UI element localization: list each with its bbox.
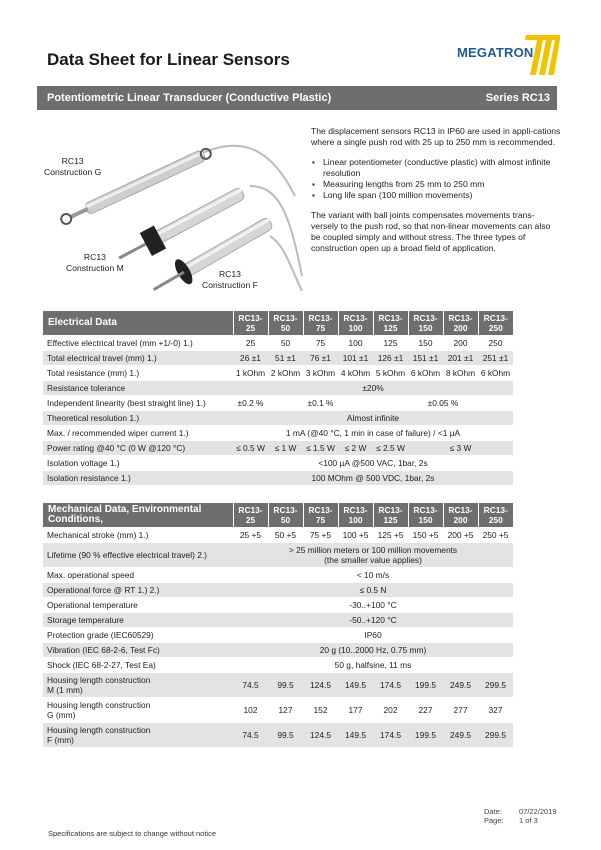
model-column-header: RC13- 250 [478,311,513,336]
table-row [43,411,513,426]
table-cell: 2 kOhm [268,366,303,381]
model-column-header: RC13- 75 [303,503,338,528]
table-cell: 151 ±1 [408,351,443,366]
table-row [43,441,513,456]
table-cell: 150 +5 [408,528,443,543]
intro-text [311,126,561,263]
table-row [43,583,513,598]
row-label: Lifetime (90 % effective electrical travel) 2.) [43,543,233,568]
table-row [43,528,513,543]
table-cell: ≤ 1 W [268,441,303,456]
table-cell: 174.5 [373,723,408,748]
table-cell: > 25 million meters or 100 million movements (the smaller value applies) [233,543,513,568]
electrical-data-table [43,311,513,485]
table-cell: 250 +5 [478,528,513,543]
table-cell: 125 +5 [373,528,408,543]
table-cell: 3 kOhm [303,366,338,381]
table-cell: < 10 m/s [233,568,513,583]
table-cell: 74.5 [233,673,268,698]
table-cell: ±0.1 % [268,396,373,411]
section-banner [37,86,557,110]
table-cell: IP60 [233,628,513,643]
table-cell: 100 [338,336,373,351]
model-column-header: RC13- 50 [268,503,303,528]
table-cell: 25 [233,336,268,351]
table-row [43,456,513,471]
table-cell: 127 [268,698,303,723]
model-column-header: RC13- 150 [408,503,443,528]
table-cell: 75 [303,336,338,351]
mechanical-data-table [43,503,513,747]
footnote: Specifications are subject to change without notice [48,829,217,838]
table-cell: 200 [443,336,478,351]
model-column-header: RC13- 100 [338,311,373,336]
row-label: Resistance tolerance [43,381,233,396]
feature-item: ▪ Long life span (100 million movements) [323,190,561,201]
table-cell: ≤ 3 W [408,441,513,456]
table-row [43,628,513,643]
table-row [43,381,513,396]
mechanical-data-heading: Mechanical Data, Environmental Conditions, [43,503,233,528]
table-row [43,366,513,381]
date-value: 07/22/2019 [519,807,557,816]
table-cell: 277 [443,698,478,723]
table-cell: 26 ±1 [233,351,268,366]
table-cell: Almost infinite [233,411,513,426]
table-cell: 4 kOhm [338,366,373,381]
table-cell: ≤ 0.5 W [233,441,268,456]
table-cell: 150 [408,336,443,351]
model-column-header: RC13- 75 [303,311,338,336]
model-column-header: RC13- 125 [373,503,408,528]
table-row [43,723,513,748]
row-label: Housing length construction M (1 mm) [43,673,233,698]
table-cell: 100 +5 [338,528,373,543]
table-row [43,336,513,351]
row-label: Power rating @40 °C (0 W @120 °C) [43,441,233,456]
row-label: Total electrical travel (mm) 1.) [43,351,233,366]
feature-list [311,157,561,201]
table-cell: 25 +5 [233,528,268,543]
table-cell: <100 µA @500 VAC, 1bar, 2s [233,456,513,471]
model-column-header: RC13- 25 [233,503,268,528]
table-cell: 50 [268,336,303,351]
row-label: Theoretical resolution 1.) [43,411,233,426]
table-cell: 76 ±1 [303,351,338,366]
page-label: Page: [484,816,504,825]
model-column-header: RC13- 200 [443,503,478,528]
table-row [43,643,513,658]
caption-construction-m: RC13 Construction M [66,252,124,273]
table-cell: ≤ 2 W [338,441,373,456]
feature-item: ▪ Measuring lengths from 25 mm to 250 mm [323,179,561,190]
table-cell: 149.5 [338,723,373,748]
table-cell: 51 ±1 [268,351,303,366]
row-label: Operational force @ RT 1.) 2.) [43,583,233,598]
row-label: Independent linearity (best straight line) 1.) [43,396,233,411]
table-cell: -30..+100 °C [233,598,513,613]
table-cell: 126 ±1 [373,351,408,366]
table-cell: 20 g (10..2000 Hz, 0.75 mm) [233,643,513,658]
row-label: Shock (IEC 68-2-27, Test Ea) [43,658,233,673]
model-column-header: RC13- 200 [443,311,478,336]
table-row [43,658,513,673]
table-cell: ±0.05 % [373,396,513,411]
table-cell: 200 +5 [443,528,478,543]
table-cell: 99.5 [268,723,303,748]
electrical-data-heading: Electrical Data [43,311,233,336]
row-label: Operational temperature [43,598,233,613]
table-cell: 201 ±1 [443,351,478,366]
table-cell: 8 kOhm [443,366,478,381]
caption-construction-f: RC13 Construction F [202,269,258,290]
table-row [43,426,513,441]
banner-series: Series RC13 [485,92,550,104]
table-cell: 102 [233,698,268,723]
table-cell: 199.5 [408,673,443,698]
table-cell: 124.5 [303,673,338,698]
table-cell: 199.5 [408,723,443,748]
model-column-header: RC13- 50 [268,311,303,336]
row-label: Mechanical stroke (mm) 1.) [43,528,233,543]
table-row [43,598,513,613]
table-cell: 174.5 [373,673,408,698]
table-row [43,613,513,628]
table-cell: ≤ 1.5 W [303,441,338,456]
caption-construction-g: RC13 Construction G [44,156,102,177]
row-label: Housing length construction G (mm) [43,698,233,723]
intro-paragraph-2: The variant with ball joints compensates movements trans-versely to the push rod, so that non-linear movements can also be coupled simply and without stress. The three types of construction open up a broad field of application. [311,210,551,253]
table-cell: 124.5 [303,723,338,748]
model-column-header: RC13- 125 [373,311,408,336]
table-row [43,673,513,698]
table-cell: 1 kOhm [233,366,268,381]
table-cell: 125 [373,336,408,351]
megatron-logo [457,31,560,75]
table-cell: 6 kOhm [408,366,443,381]
table-cell: 75 +5 [303,528,338,543]
table-row [43,396,513,411]
table-cell: 227 [408,698,443,723]
feature-item: ▪ Linear potentiometer (conductive plastic) with almost infinite resolution [323,157,561,179]
row-label: Protection grade (IEC60529) [43,628,233,643]
banner-product: Potentiometric Linear Transducer (Conductive Plastic) [47,92,332,104]
row-label: Storage temperature [43,613,233,628]
model-column-header: RC13- 250 [478,503,513,528]
brand-name: MEGATRON [457,45,534,60]
table-cell: ±20% [233,381,513,396]
megatron-logo-icon [524,31,560,75]
row-label: Effective electrical travel (mm +1/-0) 1.) [43,336,233,351]
table-cell: 327 [478,698,513,723]
table-cell: 249.5 [443,723,478,748]
table-row [43,471,513,486]
page-number: 1 of 3 [519,816,538,825]
product-photo [40,126,305,296]
table-cell: 149.5 [338,673,373,698]
intro-paragraph-1: The displacement sensors RC13 in IP60 are used in appli-cations where a single push rod with 25 up to 250 mm is recommended. [311,126,561,147]
table-cell: ≤ 0.5 N [233,583,513,598]
table-cell: ±0.2 % [233,396,268,411]
page-title: Data Sheet for Linear Sensors [47,50,290,69]
table-cell: ≤ 2.5 W [373,441,408,456]
row-label: Vibration (IEC 68-2-6, Test Fc) [43,643,233,658]
row-label: Total resistance (mm) 1.) [43,366,233,381]
row-label: Isolation voltage 1.) [43,456,233,471]
model-column-header: RC13- 100 [338,503,373,528]
table-row [43,698,513,723]
table-cell: 202 [373,698,408,723]
table-cell: 152 [303,698,338,723]
table-cell: 74.5 [233,723,268,748]
footer-meta [484,807,557,825]
table-cell: 5 kOhm [373,366,408,381]
table-cell: 251 ±1 [478,351,513,366]
table-row [43,568,513,583]
table-cell: 299.5 [478,723,513,748]
table-row [43,543,513,568]
table-cell: 50 g, halfsine, 11 ms [233,658,513,673]
table-cell: -50..+120 °C [233,613,513,628]
table-cell: 299.5 [478,673,513,698]
date-label: Date: [484,807,502,816]
table-cell: 6 kOhm [478,366,513,381]
table-cell: 101 ±1 [338,351,373,366]
row-label: Housing length construction F (mm) [43,723,233,748]
table-cell: 99.5 [268,673,303,698]
row-label: Max. operational speed [43,568,233,583]
table-cell: 250 [478,336,513,351]
table-cell: 177 [338,698,373,723]
model-column-header: RC13- 25 [233,311,268,336]
table-cell: 50 +5 [268,528,303,543]
table-row [43,351,513,366]
table-cell: 249.5 [443,673,478,698]
table-cell: 100 MOhm @ 500 VDC, 1bar, 2s [233,471,513,486]
table-cell: 1 mA (@40 °C, 1 min in case of failure) / <1 µA [233,426,513,441]
row-label: Isolation resistance 1.) [43,471,233,486]
row-label: Max. / recommended wiper current 1.) [43,426,233,441]
model-column-header: RC13- 150 [408,311,443,336]
